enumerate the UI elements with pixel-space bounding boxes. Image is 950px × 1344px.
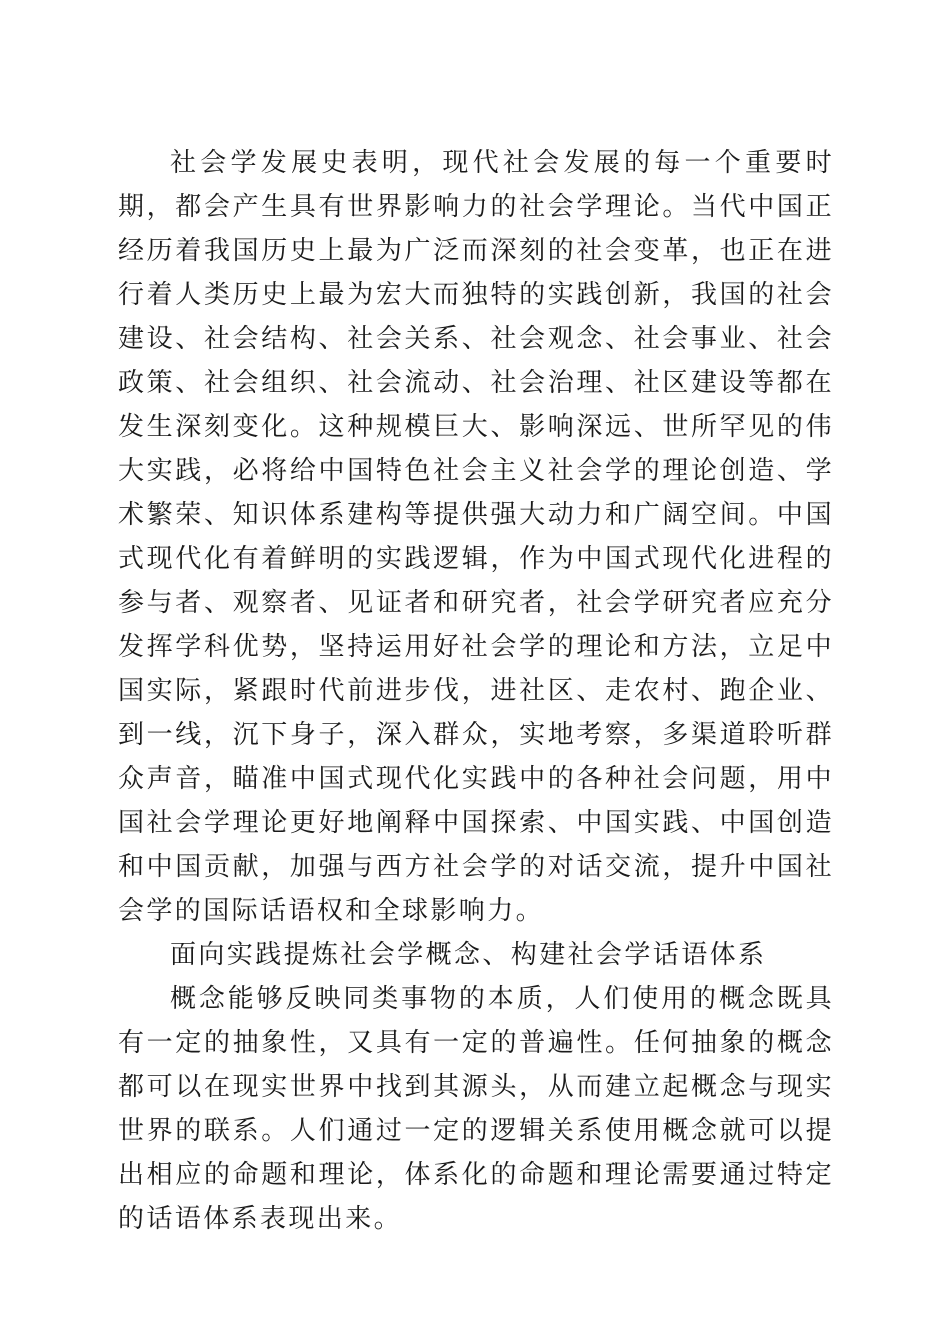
paragraph-concepts: 概念能够反映同类事物的本质，人们使用的概念既具有一定的抽象性，又具有一定的普遍性。任何抽象的概念都可以在现实世界中找到其源头，从而建立起概念与现实世界的联系。人们通过一定的逻辑关系使用概念就可以提出相应的命题和理论，体系化的命题和理论需要通过特定的话语体系表现出来。 xyxy=(118,984,834,1234)
document-body xyxy=(118,141,834,1241)
section-heading: 面向实践提炼社会学概念、构建社会学话语体系 xyxy=(170,940,767,970)
paragraph-sociology-development: 社会学发展史表明，现代社会发展的每一个重要时期，都会产生具有世界影响力的社会学理论。当代中国正经历着我国历史上最为广泛而深刻的社会变革，也正在进行着人类历史上最为宏大而独特的实践创新，我国的社会建设、社会结构、社会关系、社会观念、社会事业、社会政策、社会组织、社会流动、社会治理、社区建设等都在发生深刻变化。这种规模巨大、影响深远、世所罕见的伟大实践，必将给中国特色社会主义社会学的理论创造、学术繁荣、知识体系建构等提供强大动力和广阔空间。中国式现代化有着鲜明的实践逻辑，作为中国式现代化进程的参与者、观察者、见证者和研究者，社会学研究者应充分发挥学科优势，坚持运用好社会学的理论和方法，立足中国实际，紧跟时代前进步伐，进社区、走农村、跑企业、到一线，沉下身子，深入群众，实地考察，多渠道聆听群众声音，瞄准中国式现代化实践中的各种社会问题，用中国社会学理论更好地阐释中国探索、中国实践、中国创造和中国贡献，加强与西方社会学的对话交流，提升中国社会学的国际话语权和全球影响力。 xyxy=(118,148,834,926)
